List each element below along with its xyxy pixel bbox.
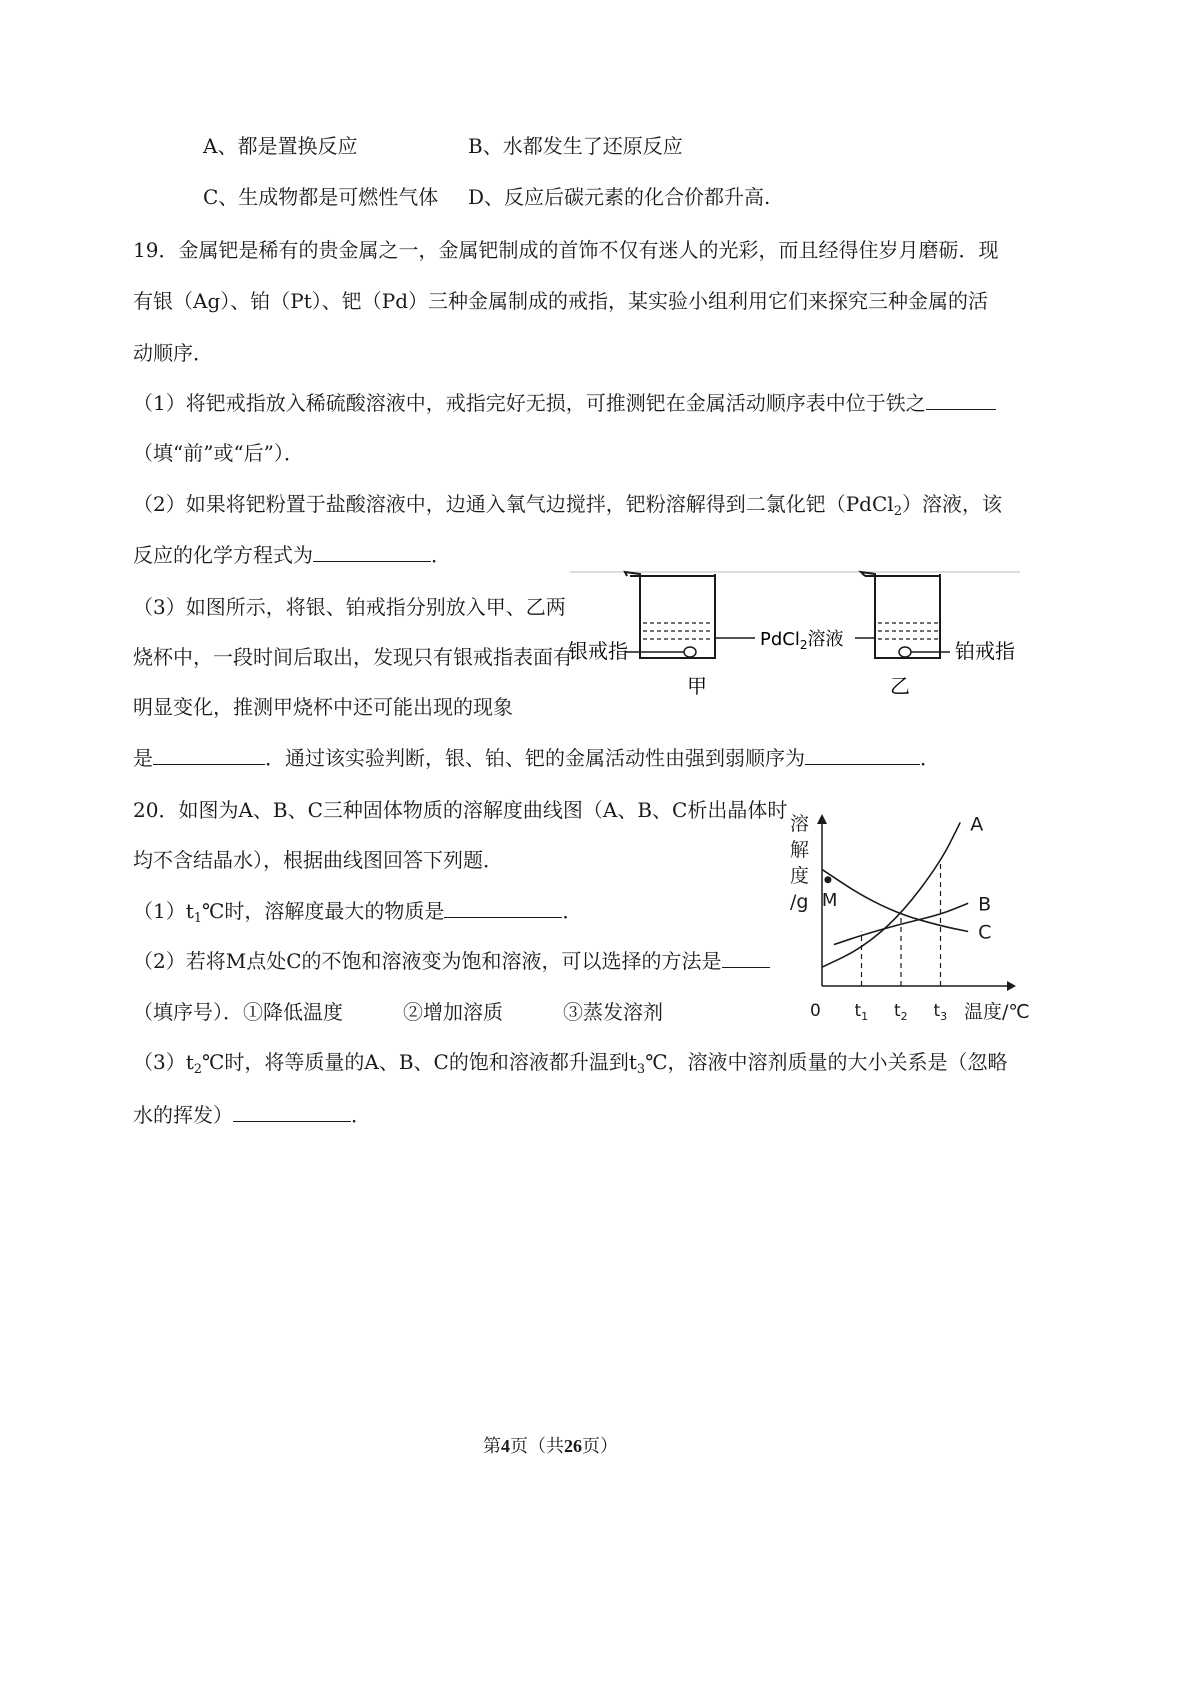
point-m-label: M xyxy=(821,889,838,911)
answer-blank xyxy=(153,744,265,765)
q19-p2-line1: （2）如果将钯粉置于盐酸溶液中，边通入氧气边搅拌，钯粉溶解得到二氯化钯（PdCl$_2$）溶液，该 xyxy=(133,492,1002,519)
q19-p3-line4: 是 ．通过该实验判断，银、铂、钯的金属活动性由强到弱顺序为 ． xyxy=(133,746,940,770)
series-label-a: A xyxy=(970,813,984,836)
solubility-chart xyxy=(782,808,1034,1030)
q19-p1-text: （1）将钯戒指放入稀硫酸溶液中，戒指完好无损，可推测钯在金属活动顺序表中位于铁之 xyxy=(133,391,926,415)
answer-blank xyxy=(926,389,996,410)
q20-p3-line2: 水的挥发） ． xyxy=(133,1103,371,1127)
page-footer: 第4页（共26页） xyxy=(483,1436,618,1457)
q20-stem-line1: 20．如图为A、B、C三种固体物质的溶解度曲线图（A、B、C析出晶体时 xyxy=(133,798,788,822)
x-axis-arrow xyxy=(1007,981,1016,991)
series-label-b: B xyxy=(978,893,992,916)
silver-ring-label: 银戒指 xyxy=(568,639,628,663)
q20-stem-line2: 均不含结晶水），根据曲线图回答下列题． xyxy=(133,848,503,872)
beaker-jia-label: 甲 xyxy=(687,674,707,698)
x-tick-label: $t_3$ xyxy=(933,1001,948,1023)
x-tick-label: $t_2$ xyxy=(894,1001,908,1023)
beaker-yi xyxy=(861,572,940,658)
q19-p1-line2: （填“前”或“后”）． xyxy=(133,441,304,465)
y-label-part: 度 xyxy=(790,865,810,887)
beaker-figure xyxy=(565,568,1025,708)
option-a: A、都是置换反应 xyxy=(203,134,358,158)
q20-p3-line1: $(3)t_2℃$时，将等质量的A、B、C的饱和溶液都升温到$t_3℃$，溶液中溶剂质量的大小关系是（忽略 xyxy=(133,1050,1008,1077)
answer-blank xyxy=(233,1101,351,1122)
q20-p2-line1: （2）若将M点处C的不饱和溶液变为饱和溶液，可以选择的方法是 xyxy=(133,947,770,975)
x-tick-label: 0 xyxy=(810,1001,821,1021)
q20-p1: $(1)t_1℃$时，溶解度最大的物质是 ． xyxy=(133,899,583,926)
curve-a xyxy=(822,822,960,967)
platinum-ring-label: 铂戒指 xyxy=(955,639,1015,663)
point-m-dot xyxy=(824,876,831,883)
y-label-part: 溶 xyxy=(790,813,810,835)
answer-blank xyxy=(313,541,431,562)
platinum-ring-shape xyxy=(899,647,911,657)
option-d: D、反应后碳元素的化合价都升高. xyxy=(468,185,771,209)
silver-ring-shape xyxy=(684,647,696,657)
answer-blank xyxy=(722,947,770,968)
q19-stem-line2: 有银（Ag）、铂（Pt）、钯（Pd）三种金属制成的戒指，某实验小组利用它们来探究三种金属的活 xyxy=(133,289,988,313)
q19-p3-line3: 明显变化，推测甲烧杯中还可能出现的现象 xyxy=(133,695,513,719)
answer-blank xyxy=(444,897,562,918)
series-label-c: C xyxy=(978,921,992,944)
answer-blank xyxy=(805,744,920,765)
y-label-part: 解 xyxy=(790,839,810,861)
q20-p2-line2: （填序号）．①降低温度 ②增加溶质 ③蒸发溶剂 xyxy=(133,1000,663,1024)
q19-p3-line1: （3）如图所示，将银、铂戒指分别放入甲、乙两 xyxy=(133,595,566,619)
q19-stem-line3: 动顺序． xyxy=(133,341,213,365)
option-b: B、水都发生了还原反应 xyxy=(468,134,683,158)
solution-label: PdCl$_2$溶液 xyxy=(760,629,844,652)
curve-c xyxy=(822,869,968,931)
x-tick-label: $t_1$ xyxy=(854,1001,869,1023)
y-axis-arrow xyxy=(817,814,827,824)
beaker-jia xyxy=(625,572,715,658)
q19-p1-line1 xyxy=(133,389,996,417)
y-label-part: /g xyxy=(790,891,809,913)
q19-stem-line1: 19．金属钯是稀有的贵金属之一，金属钯制成的首饰不仅有迷人的光彩，而且经得住岁月磨砺．现 xyxy=(133,238,999,262)
x-label: 温度/℃ xyxy=(964,1001,1030,1023)
beaker-yi-label: 乙 xyxy=(890,674,910,698)
q19-p2-line2: 反应的化学方程式为 ． xyxy=(133,543,451,567)
option-c: C、生成物都是可燃性气体 xyxy=(203,185,439,209)
q19-p3-line2: 烧杯中，一段时间后取出，发现只有银戒指表面有 xyxy=(133,645,573,669)
